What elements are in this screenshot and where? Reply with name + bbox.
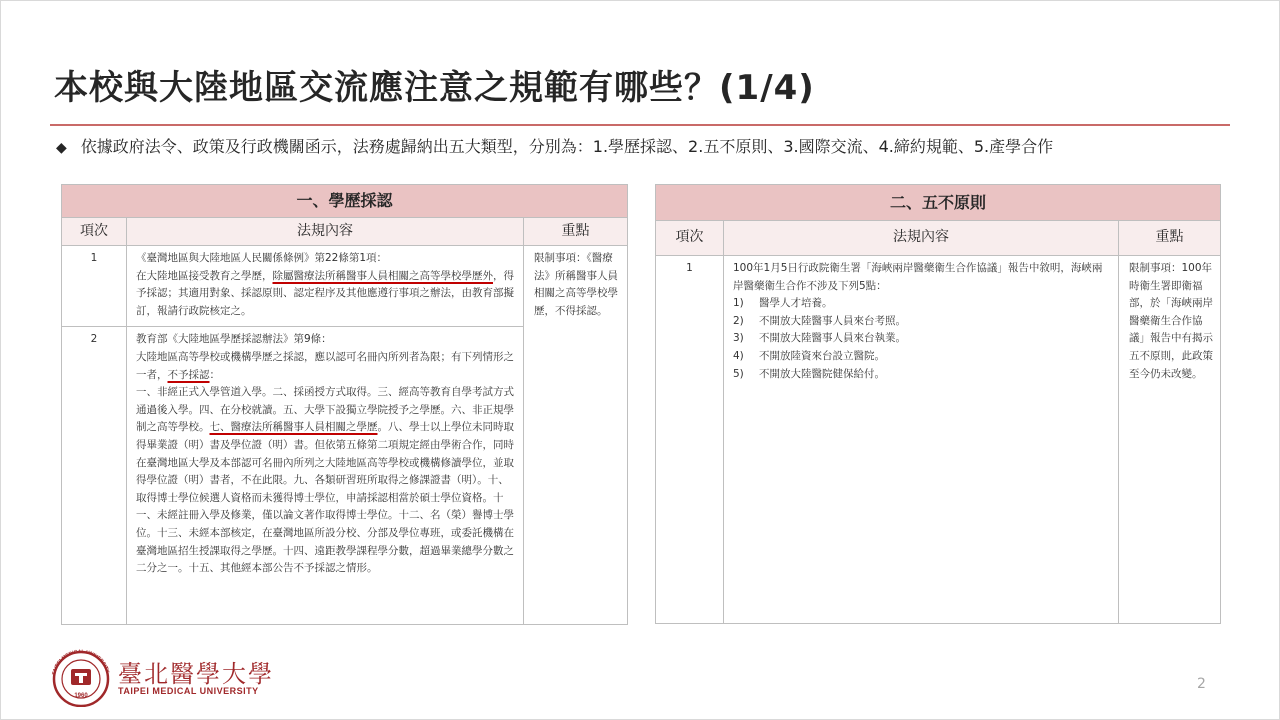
list-marker: 2) (733, 314, 744, 327)
list-item-text: 不開放大陸醫院健保給付。 (759, 367, 885, 380)
regulation-text-part: ，得予採認；其適用對象、採認原則、認定程序及其他應遵行事項之辦法，由教育部擬訂，報請行政院核定之。 (136, 269, 514, 317)
page-number: 2 (1197, 676, 1206, 692)
restriction-list (733, 295, 1110, 383)
list-item (733, 313, 1110, 331)
regulation-text (136, 349, 515, 384)
regulation-content (127, 246, 524, 327)
table1-title: 一、學歷採認 (62, 185, 628, 218)
table-academic-credentials (61, 184, 628, 625)
table-five-nos-principle (655, 184, 1221, 624)
regulation-text (136, 384, 515, 578)
seal-emblem-bar (75, 673, 87, 676)
table2-keypoint: 限制事項：100年時衛生署即衛福部，於「海峽兩岸醫藥衛生合作協議」報告中有揭示五不原則，此政策至今仍未改變。 (1119, 256, 1221, 624)
list-marker: 4) (733, 349, 744, 362)
highlighted-clause: 七、醫療法所稱醫事人員相關之學歷 (209, 421, 378, 434)
list-item-text: 醫學人才培養。 (759, 297, 833, 310)
highlighted-clause: 不予採認 (167, 368, 210, 381)
list-item (733, 330, 1110, 348)
regulation-content (127, 327, 524, 625)
table1-header-keypoint: 重點 (524, 218, 628, 246)
seal-emblem-stem (79, 676, 83, 683)
table1-header-item: 項次 (62, 218, 127, 246)
highlighted-clause: 除屬醫療法所稱醫事人員相關之高等學校學歷外 (272, 269, 493, 282)
diamond-bullet-icon: ◆ (56, 140, 67, 156)
regulation-text-part: 在大陸地區接受教育之學歷， (136, 269, 273, 282)
table2-header-item: 項次 (656, 221, 724, 256)
row-number: 1 (656, 256, 724, 624)
regulation-text-part: 大陸地區高等學校或機構學歷之採認，應以認可名冊內所列者為限；有下列情形之一者， (136, 350, 514, 381)
list-marker: 1) (733, 297, 744, 310)
regulation-text-part: ： (209, 368, 220, 381)
list-item (733, 348, 1110, 366)
table2-header-keypoint: 重點 (1119, 221, 1221, 256)
seal-arc-text: TAIPEI MEDICAL UNIVERSITY (51, 648, 111, 676)
list-item (733, 366, 1110, 384)
list-item-text: 不開放大陸醫事人員來台考照。 (759, 314, 906, 327)
regulation-text (136, 268, 515, 321)
table-row (656, 256, 1221, 624)
university-name-english: TAIPEI MEDICAL UNIVERSITY (118, 686, 259, 696)
slide-title: 本校與大陸地區交流應注意之規範有哪些？(1/4) (54, 68, 815, 108)
regulation-citation: 《臺灣地區與大陸地區人民關係條例》第22條第1項： (136, 252, 388, 264)
row-number: 1 (62, 246, 127, 327)
table1-keypoint: 限制事項：《醫療法》所稱醫事人員相關之高等學校學歷，不得採認。 (524, 246, 628, 625)
list-marker: 3) (733, 332, 744, 345)
list-marker: 5) (733, 367, 744, 380)
list-item (733, 295, 1110, 313)
seal-year: 1960 (74, 693, 88, 699)
intro-bullet (56, 134, 1053, 157)
table2-title: 二、五不原則 (656, 185, 1221, 221)
regulation-text-part: 。八、學士以上學位未同時取得畢業證（明）書及學位證（明）書。但依第五條第二項規定經由學術合作，同時在臺灣地區大學及本部認可名冊內所列之大陸地區高等學校或機構修讀學位，並取得學位證（明）書者，不在此限。九、各類研習班所取得之修課證書（明）。十、取得博士學位候選人資格而未獲得博士學位，申請採認相當於碩士學位資格。十一、未經註冊入學及修業，僅以論文著作取得博士學位。十二、名（榮）譽博士學位。十三、未經本部核定，在臺灣地區所設分校、分部及學位專班，或委託機構在臺灣地區招生授課取得之學歷。十四、遠距教學課程學分數，超過畢業總學分數之二分之一。十五、其他經本部公告不予採認之情形。 (136, 421, 514, 575)
list-item-text: 不開放陸資來台設立醫院。 (759, 349, 885, 362)
list-item-text: 不開放大陸醫事人員來台執業。 (759, 332, 906, 345)
regulation-text-part: 一、非經正式入學管道入學。二、採函授方式取得。三、經高等教育自學考試方式通過後入學。四、在分校就讀。五、大學下設獨立學院授予之學歷。六、非正規學制之高等學校。 (136, 386, 514, 434)
table1-header-content: 法規內容 (127, 218, 524, 246)
title-divider (50, 124, 1230, 126)
table2-header-content: 法規內容 (724, 221, 1119, 256)
intro-bullet-text: 依據政府法令、政策及行政機關函示，法務處歸納出五大類型，分別為：1.學歷採認、2.五不原則、3.國際交流、4.締約規範、5.產學合作 (80, 137, 1054, 156)
regulation-content (724, 256, 1119, 624)
row-number: 2 (62, 327, 127, 625)
regulation-citation: 教育部《大陸地區學歷採認辦法》第9條： (136, 333, 332, 346)
university-name-chinese: 臺北醫學大學 (118, 660, 274, 688)
table-row (62, 246, 628, 327)
regulation-intro: 100年1月5日行政院衛生署「海峽兩岸醫藥衛生合作協議」報告中敘明，海峽兩岸醫藥衛生合作不涉及下列5點： (733, 262, 1103, 292)
